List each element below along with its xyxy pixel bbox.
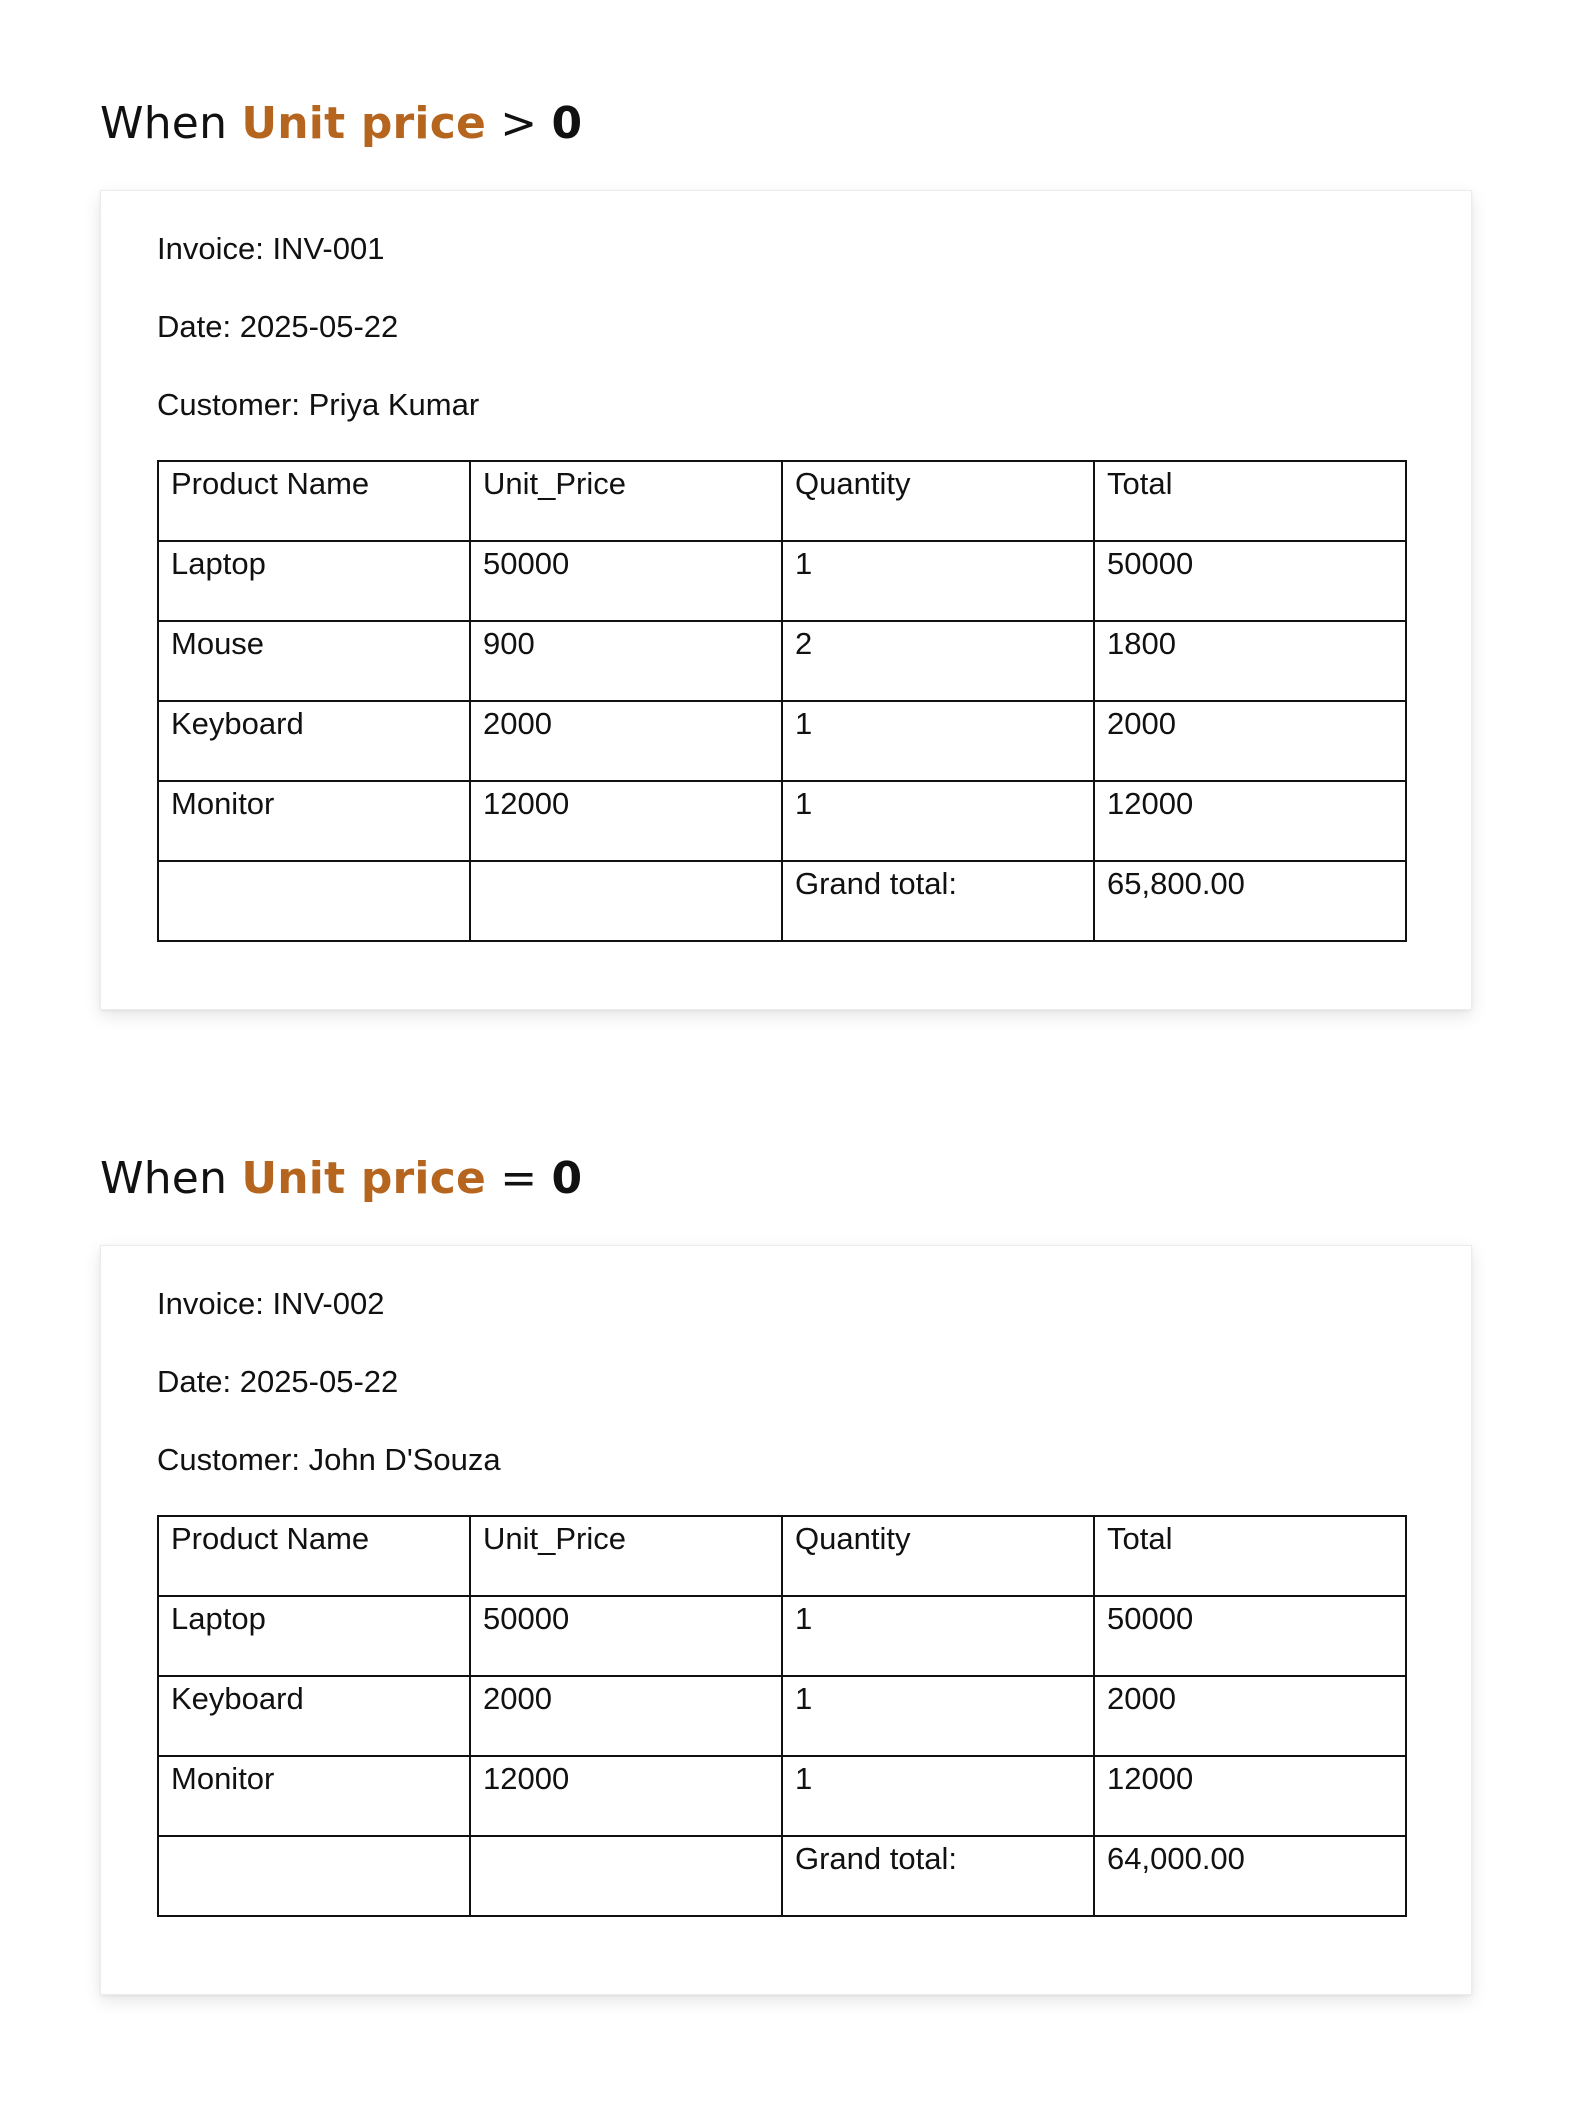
invoice-customer: Customer: Priya Kumar xyxy=(157,387,480,422)
table-row xyxy=(158,1676,1406,1756)
footer-empty-cell xyxy=(158,1836,470,1916)
cell-quantity: 1 xyxy=(782,541,1094,621)
table-row xyxy=(158,541,1406,621)
cell-quantity: 1 xyxy=(782,701,1094,781)
cell-total: 50000 xyxy=(1094,541,1406,621)
cell-product-name: Monitor xyxy=(158,781,470,861)
column-header-quantity: Quantity xyxy=(782,1516,1094,1596)
column-header-total: Total xyxy=(1094,461,1406,541)
cell-product-name: Laptop xyxy=(158,541,470,621)
invoice-card xyxy=(100,190,1472,1010)
cell-quantity: 1 xyxy=(782,1596,1094,1676)
section-heading xyxy=(100,1149,582,1209)
cell-total: 2000 xyxy=(1094,701,1406,781)
section-heading xyxy=(100,94,582,154)
table-row xyxy=(158,621,1406,701)
column-header-total: Total xyxy=(1094,1516,1406,1596)
invoice-table xyxy=(157,1515,1407,1917)
cell-quantity: 1 xyxy=(782,781,1094,861)
cell-unit-price: 2000 xyxy=(470,1676,782,1756)
heading-value: 0 xyxy=(551,98,583,149)
cell-quantity: 1 xyxy=(782,1756,1094,1836)
heading-value: 0 xyxy=(551,1153,583,1204)
footer-empty-cell xyxy=(470,1836,782,1916)
heading-prefix: When xyxy=(100,98,242,149)
cell-product-name: Mouse xyxy=(158,621,470,701)
heading-field-name: Unit price xyxy=(241,98,487,149)
invoice-date: Date: 2025-05-22 xyxy=(157,309,399,344)
cell-product-name: Keyboard xyxy=(158,1676,470,1756)
table-header-row xyxy=(158,1516,1406,1596)
cell-unit-price: 12000 xyxy=(470,781,782,861)
table-footer-row xyxy=(158,861,1406,941)
cell-total: 1800 xyxy=(1094,621,1406,701)
cell-unit-price: 12000 xyxy=(470,1756,782,1836)
footer-empty-cell xyxy=(470,861,782,941)
heading-operator: > xyxy=(486,98,552,149)
cell-quantity: 2 xyxy=(782,621,1094,701)
column-header-unit-price: Unit_Price xyxy=(470,1516,782,1596)
table-footer-row xyxy=(158,1836,1406,1916)
column-header-quantity: Quantity xyxy=(782,461,1094,541)
grand-total-label: Grand total: xyxy=(782,861,1094,941)
heading-field-name: Unit price xyxy=(241,1153,487,1204)
cell-unit-price: 50000 xyxy=(470,541,782,621)
invoice-table xyxy=(157,460,1407,942)
cell-product-name: Keyboard xyxy=(158,701,470,781)
invoice-number: Invoice: INV-002 xyxy=(157,1286,385,1321)
grand-total-value: 64,000.00 xyxy=(1094,1836,1406,1916)
invoice-number: Invoice: INV-001 xyxy=(157,231,385,266)
cell-product-name: Laptop xyxy=(158,1596,470,1676)
column-header-product-name: Product Name xyxy=(158,461,470,541)
cell-total: 12000 xyxy=(1094,1756,1406,1836)
column-header-unit-price: Unit_Price xyxy=(470,461,782,541)
heading-operator: = xyxy=(486,1153,552,1204)
heading-prefix: When xyxy=(100,1153,242,1204)
invoice-customer: Customer: John D'Souza xyxy=(157,1442,501,1477)
invoice-date: Date: 2025-05-22 xyxy=(157,1364,399,1399)
cell-total: 50000 xyxy=(1094,1596,1406,1676)
table-row xyxy=(158,1756,1406,1836)
cell-total: 2000 xyxy=(1094,1676,1406,1756)
table-row xyxy=(158,1596,1406,1676)
invoice-card xyxy=(100,1245,1472,1995)
footer-empty-cell xyxy=(158,861,470,941)
column-header-product-name: Product Name xyxy=(158,1516,470,1596)
cell-unit-price: 50000 xyxy=(470,1596,782,1676)
grand-total-label: Grand total: xyxy=(782,1836,1094,1916)
cell-quantity: 1 xyxy=(782,1676,1094,1756)
cell-unit-price: 900 xyxy=(470,621,782,701)
cell-unit-price: 2000 xyxy=(470,701,782,781)
table-header-row xyxy=(158,461,1406,541)
cell-total: 12000 xyxy=(1094,781,1406,861)
table-row xyxy=(158,701,1406,781)
cell-product-name: Monitor xyxy=(158,1756,470,1836)
grand-total-value: 65,800.00 xyxy=(1094,861,1406,941)
table-row xyxy=(158,781,1406,861)
